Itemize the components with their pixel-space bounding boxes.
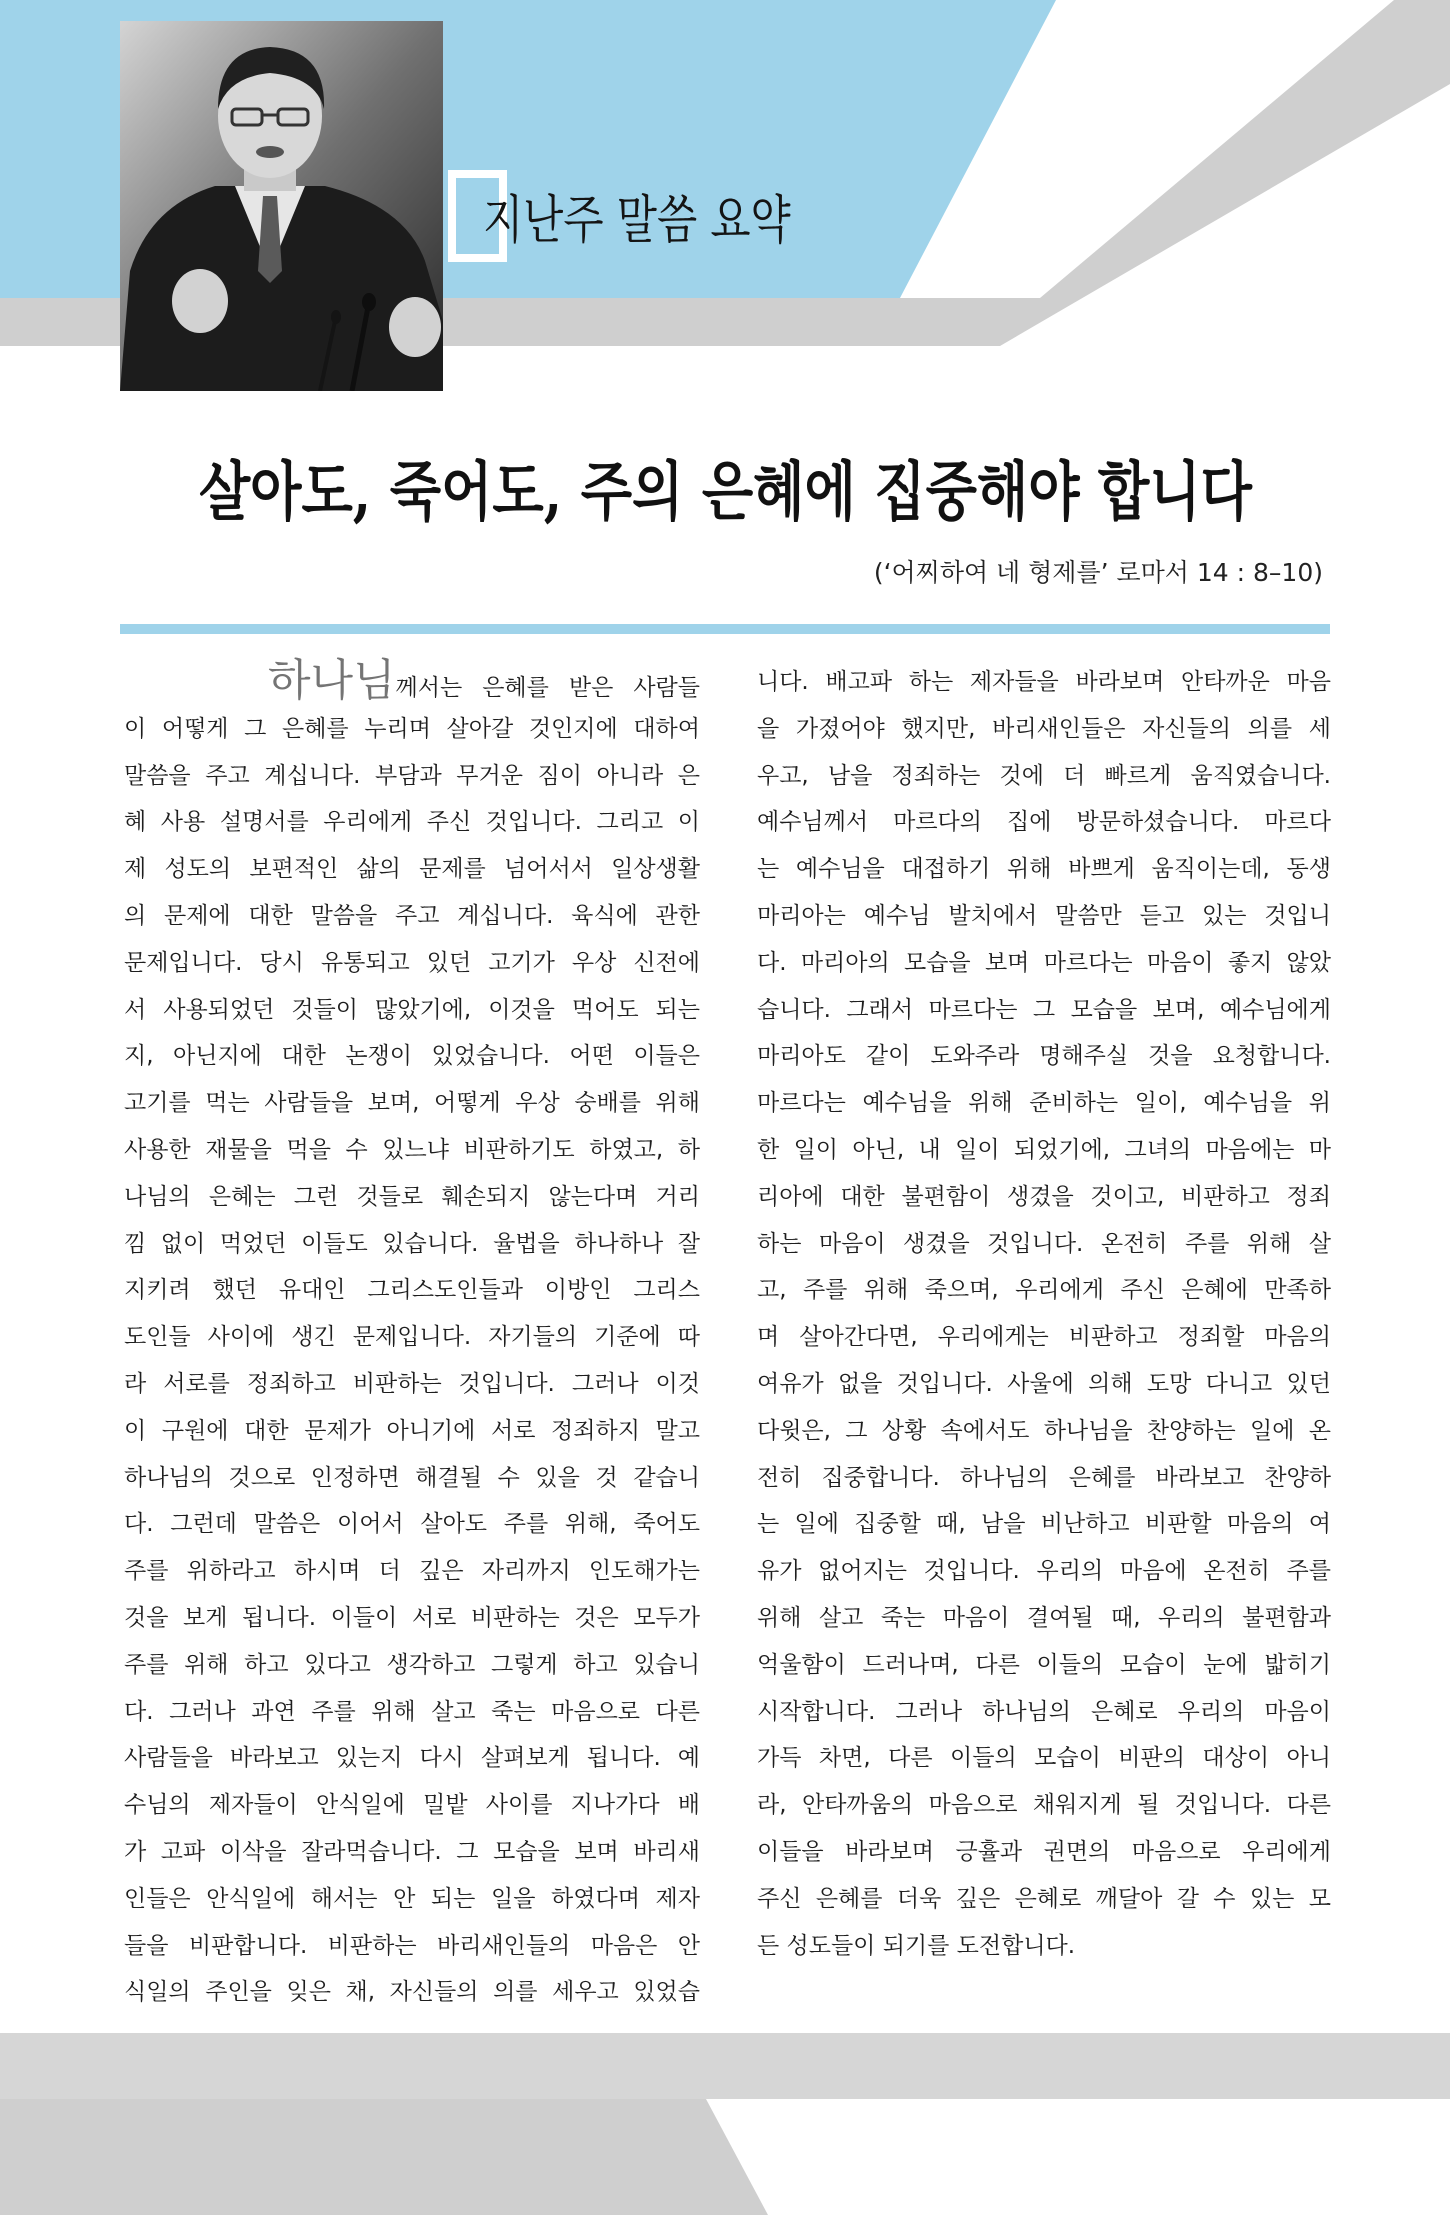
lead-word: 하나님 [268,655,396,706]
body-line: 지, 아닌지에 대한 논쟁이 있었습니다. 어떤 이들은 [124,1043,700,1070]
body-line: 제 성도의 보편적인 삶의 문제를 넘어서서 일상생활 [124,856,700,883]
body-line: 라 서로를 정죄하고 비판하는 것입니다. 그러나 이것 [124,1370,700,1397]
body-line: 든 성도들이 되기를 도전합니다. [757,1932,1076,1959]
body-line: 하나님의 것으로 인정하면 해결될 수 있을 것 같습니 [124,1464,700,1491]
body-line: 사람들을 바라보고 있는지 다시 살펴보게 됩니다. 예 [124,1745,700,1772]
body-line: 마르다는 예수님을 위해 준비하는 일이, 예수님을 위 [757,1090,1331,1117]
body-line: 수님의 제자들이 안식일에 밀밭 사이를 지나가다 배 [124,1792,700,1819]
body-column-right [757,659,1331,1969]
body-line: 가 고파 이삭을 잘라먹습니다. 그 모습을 보며 바리새 [124,1838,700,1865]
body-line: 우고, 남을 정죄하는 것에 더 빠르게 움직였습니다. [757,762,1331,789]
body-line: 위해 살고 죽는 마음이 결여될 때, 우리의 불편함과 [757,1604,1331,1631]
body-line: 다. 그러나 과연 주를 위해 살고 죽는 마음으로 다른 [124,1698,700,1725]
footer-grey-band [0,2033,1450,2099]
body-line: 이 구원에 대한 문제가 아니기에 서로 정죄하지 말고 [124,1417,700,1444]
body-line: 한 일이 아닌, 내 일이 되었기에, 그녀의 마음에는 마 [757,1136,1331,1163]
pastor-photo [120,21,443,391]
body-line: 말씀을 주고 계십니다. 부담과 무거운 짐이 아니라 은 [124,762,700,789]
body-line: 주를 위하라고 하시며 더 깊은 자리까지 인도해가는 [124,1558,700,1585]
body-line: 사용한 재물을 먹을 수 있느냐 비판하기도 하였고, 하 [124,1136,700,1163]
body-line: 주신 은혜를 더욱 깊은 은혜로 깨달아 갈 수 있는 모 [757,1885,1331,1912]
sermon-title: 살아도, 죽어도, 주의 은혜에 집중해야 합니다 [198,455,1252,530]
body-line: 낌 없이 먹었던 이들도 있습니다. 율법을 하나하나 잘 [124,1230,700,1257]
body-line: 도인들 사이에 생긴 문제입니다. 자기들의 기준에 따 [124,1324,700,1351]
body-line: 을 가졌어야 했지만, 바리새인들은 자신들의 의를 세 [757,715,1331,742]
body-line: 라, 안타까움의 마음으로 채워지게 될 것입니다. 다른 [757,1792,1331,1819]
body-line: 의 문제에 대한 말씀을 주고 계십니다. 육식에 관한 [124,902,700,929]
scripture-reference: (‘어찌하여 네 형제를’ 로마서 14 : 8–10) [873,558,1323,587]
body-line: 인들은 안식일에 해서는 안 되는 일을 하였다며 제자 [124,1885,700,1912]
body-line: 마리아도 같이 도와주라 명해주실 것을 요청합니다. [757,1043,1331,1070]
body-line: 니다. 배고파 하는 제자들을 바라보며 안타까운 마음 [757,669,1331,695]
footer-grey-wedge [0,2099,768,2215]
body-line: 들을 비판합니다. 비판하는 바리새인들의 마음은 안 [124,1932,700,1959]
body-line: 나님의 은혜는 그런 것들로 훼손되지 않는다며 거리 [124,1183,700,1210]
body-line: 며 살아간다면, 우리에게는 비판하고 정죄할 마음의 [757,1324,1331,1351]
section-label: 지난주 말씀 요약 [483,191,791,251]
body-line: 습니다. 그래서 마르다는 그 모습을 보며, 예수님에게 [757,996,1331,1023]
body-line: 고기를 먹는 사람들을 보며, 어떻게 우상 숭배를 위해 [124,1090,700,1117]
body-line: 다. 그런데 말씀은 이어서 살아도 주를 위해, 죽어도 [124,1511,700,1538]
body-line: 것을 보게 됩니다. 이들이 서로 비판하는 것은 모두가 [124,1604,700,1631]
body-line [124,655,700,706]
body-line: 예수님께서 마르다의 집에 방문하셨습니다. 마르다 [757,809,1331,836]
body-line: 는 일에 집중할 때, 남을 비난하고 비판할 마음의 여 [757,1511,1331,1538]
sermon-title-row [0,453,1450,533]
body-line: 억울함이 드러나며, 다른 이들의 모습이 눈에 밟히기 [757,1651,1331,1678]
body-line: 고, 주를 위해 죽으며, 우리에게 주신 은혜에 만족하 [757,1277,1331,1304]
body-line: 마리아는 예수님 발치에서 말씀만 듣고 있는 것입니 [757,902,1331,929]
body-line: 다윗은, 그 상황 속에서도 하나님을 찬양하는 일에 온 [757,1417,1331,1444]
body-line: 시작합니다. 그러나 하나님의 은혜로 우리의 마음이 [757,1698,1331,1725]
body-line: 이들을 바라보며 긍휼과 권면의 마음으로 우리에게 [757,1838,1331,1865]
body-line: 식일의 주인을 잊은 채, 자신들의 의를 세우고 있었습 [124,1979,700,2006]
body-line: 다. 마리아의 모습을 보며 마르다는 마음이 좋지 않았 [757,949,1331,976]
body-line: 리아에 대한 불편함이 생겼을 것이고, 비판하고 정죄 [757,1183,1331,1210]
body-line: 전히 집중합니다. 하나님의 은혜를 바라보고 찬양하 [757,1464,1331,1491]
body-line: 여유가 없을 것입니다. 사울에 의해 도망 다니고 있던 [757,1370,1331,1397]
body-line: 하는 마음이 생겼을 것입니다. 온전히 주를 위해 살 [757,1230,1331,1257]
body-line: 이 어떻게 그 은혜를 누리며 살아갈 것인지에 대하여 [124,715,700,742]
line-text: 께서는 은혜를 받은 사람들 [395,675,700,701]
body-line: 문제입니다. 당시 유통되고 있던 고기가 우상 신전에 [124,949,700,976]
blue-divider [120,624,1330,634]
body-line: 서 사용되었던 것들이 많았기에, 이것을 먹어도 되는 [124,996,700,1023]
body-line: 주를 위해 하고 있다고 생각하고 그렇게 하고 있습니 [124,1651,700,1678]
body-line: 유가 없어지는 것입니다. 우리의 마음에 온전히 주를 [757,1558,1331,1585]
body-line: 지키려 했던 유대인 그리스도인들과 이방인 그리스 [124,1277,700,1304]
body-line: 혜 사용 설명서를 우리에게 주신 것입니다. 그리고 이 [124,809,700,836]
body-column-left [124,655,700,2016]
body-line: 가득 차면, 다른 이들의 모습이 비판의 대상이 아니 [757,1745,1331,1772]
body-line: 는 예수님을 대접하기 위해 바쁘게 움직이는데, 동생 [757,856,1331,883]
